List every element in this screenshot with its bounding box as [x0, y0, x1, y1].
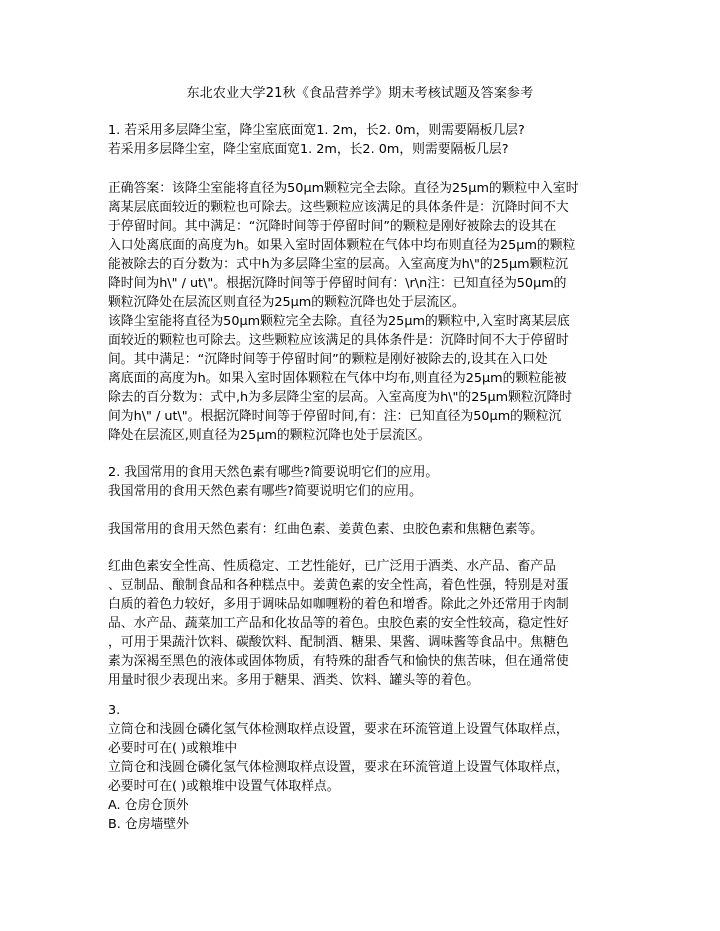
answer-1-line: 离底面的高度为h。如果入室时固体颗粒在气体中均布,则直径为25μm的颗粒能被 [108, 371, 567, 386]
answer-2-line: 用量时很少表现出来。多用于糖果、酒类、饮料、罐头等的着色。 [108, 673, 480, 688]
answer-1-line: 于停留时间。其中满足：“沉降时间等于停留时间”的颗粒是刚好被除去的设其在 [108, 219, 557, 234]
question-3-line: 必要时可在( )或粮堆中 [108, 741, 238, 756]
answer-2-intro [108, 520, 620, 539]
answer-2-line: 素为深褐至黑色的液体或固体物质，有特殊的甜香气和愉快的焦苦味，但在通常使 [108, 654, 569, 669]
answer-1 [108, 179, 620, 445]
answer-2-line: 红曲色素安全性高、性质稳定、工艺性能好，已广泛用于酒类、水产品、畜产品 [108, 559, 556, 574]
question-1-line: 若采用多层降尘室，降尘室底面宽1. 2m，长2. 0m，则需要隔板几层? [108, 142, 509, 157]
answer-1-line: 间。其中满足：“沉降时间等于停留时间”的颗粒是刚好被除去的,设其在入口处 [108, 352, 548, 367]
answer-1-line: 颗粒沉降处在层流区则直径为25μm的颗粒沉降也处于层流区。 [108, 295, 465, 310]
question-3-line: 立筒仓和浅圆仓磷化氢气体检测取样点设置，要求在环流管道上设置气体取样点， [108, 722, 569, 737]
question-2-line: 2. 我国常用的食用天然色素有哪些?简要说明它们的应用。 [108, 465, 439, 480]
answer-1-line: 除去的百分数为：式中,h为多层降尘室的层高。入室高度为h\"的25μm颗粒沉降时 [108, 390, 573, 405]
question-1-line: 1. 若采用多层降尘室，降尘室底面宽1. 2m，长2. 0m，则需要隔板几层? [108, 123, 525, 138]
answer-2-line: 、豆制品、酿制食品和各种糕点中。姜黄色素的安全性高，着色性强，特别是对蛋 [108, 578, 569, 593]
question-1 [108, 121, 620, 159]
answer-1-line: 降时间为h\" / ut\"。根据沉降时间等于停留时间有：\r\n注：已知直径为50μm的 [108, 276, 567, 291]
question-3 [108, 701, 620, 834]
answer-2-line: ，可用于果蔬汁饮料、碳酸饮料、配制酒、糖果、果酱、调味酱等食品中。焦糖色 [108, 635, 569, 650]
question-3-line: 立筒仓和浅圆仓磷化氢气体检测取样点设置，要求在环流管道上设置气体取样点， [108, 760, 569, 775]
option-a: A. 仓房仓顶外 [108, 798, 189, 813]
question-2-line: 我国常用的食用天然色素有哪些?简要说明它们的应用。 [108, 484, 422, 499]
answer-1-line: 面较近的颗粒也可除去。这些颗粒应该满足的具体条件是：沉降时间不大于停留时 [108, 333, 569, 348]
answer-1-line: 入口处离底面的高度为h。如果入室时固体颗粒在气体中均布则直径为25μm的颗粒 [108, 238, 576, 253]
answer-1-line: 正确答案：该降尘室能将直径为50μm颗粒完全去除。直径为25μm的颗粒中入室时 [108, 181, 579, 196]
answer-1-line: 离某层底面较近的颗粒也可除去。这些颗粒应该满足的具体条件是：沉降时间不大 [108, 200, 569, 215]
answer-1-line: 能被除去的百分数为：式中h为多层降尘室的层高。入室高度为h\"的25μm颗粒沉 [108, 257, 569, 272]
answer-2-intro-line: 我国常用的食用天然色素有：红曲色素、姜黄色素、虫胶色素和焦糖色素等。 [108, 522, 544, 537]
answer-1-line: 降处在层流区,则直径为25μm的颗粒沉降也处于层流区。 [108, 428, 431, 443]
answer-1-line: 间为h\" / ut\"。根据沉降时间等于停留时间,有：注：已知直径为50μm的颗粒沉 [108, 409, 562, 424]
answer-1-line: 该降尘室能将直径为50μm颗粒完全去除。直径为25μm的颗粒中,入室时离某层底 [108, 314, 570, 329]
option-b: B. 仓房墙壁外 [108, 817, 189, 832]
question-3-line: 3. [108, 703, 121, 718]
answer-2-line: 品、水产品、蔬菜加工产品和化妆品等的着色。虫胶色素的安全性较高，稳定性好 [108, 616, 569, 631]
document-title: 东北农业大学21秋《食品营养学》期末考核试题及答案参考 [186, 86, 534, 101]
question-3-line: 必要时可在( )或粮堆中设置气体取样点。 [108, 779, 340, 794]
answer-2-line: 白质的着色力较好，多用于调味品如咖喱粉的着色和增香。除此之外还常用于肉制 [108, 597, 569, 612]
answer-2 [108, 557, 620, 690]
question-2 [108, 463, 620, 501]
